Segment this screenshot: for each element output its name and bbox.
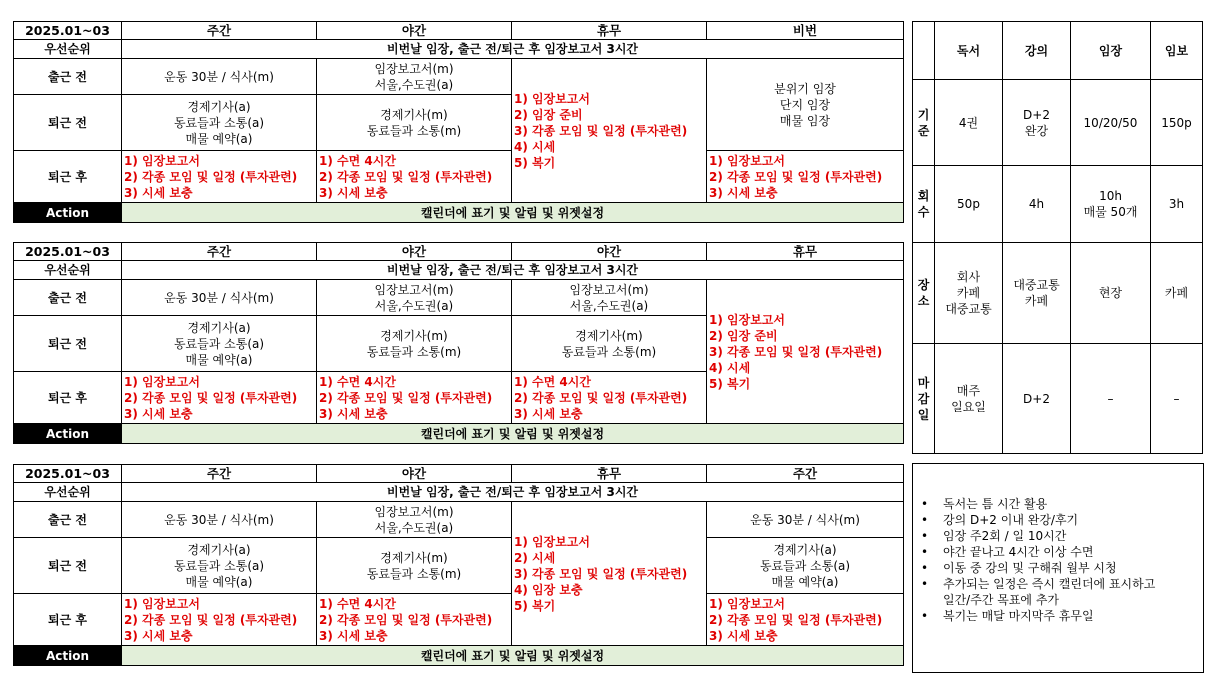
cell-line: 3) 시세 보충 — [319, 628, 388, 643]
cell-line: 3) 시세 보충 — [124, 628, 193, 643]
goals-header: 임보 — [1151, 22, 1203, 80]
cell-line: 마 — [917, 375, 930, 390]
priority-text: 비번날 임장, 출근 전/퇴근 후 임장보고서 3시간 — [122, 483, 904, 502]
cell-line: 4h — [1028, 197, 1045, 211]
cell-line: 경제기사(m) — [575, 328, 643, 343]
cell-line: 4권 — [958, 115, 979, 130]
cell-line: – — [1173, 391, 1180, 406]
cell-lines — [317, 59, 512, 95]
notes-box — [912, 463, 1204, 673]
cell-line: 3) 시세 보충 — [514, 406, 583, 421]
cell-line: 완강 — [1024, 123, 1049, 138]
cell-line: 동료들과 소통(a) — [173, 558, 265, 573]
cell-line: 동료들과 소통(m) — [561, 344, 657, 359]
note-item: • 임장 주2회 / 일 10시간 — [943, 528, 1203, 544]
goals-cell — [935, 80, 1003, 166]
cell-line: 동료들과 소통(a) — [173, 115, 265, 130]
goals-header: 독서 — [935, 22, 1003, 80]
cell-red-list — [707, 151, 904, 203]
cell-line: 매물 임장 — [779, 113, 831, 128]
action-text: 캘린더에 표기 및 알림 및 위젯설정 — [122, 203, 904, 223]
cell-line: 2) 각종 모임 및 일정 (투자관련) — [124, 169, 298, 184]
row-label-before-leave: 퇴근 전 — [14, 538, 122, 594]
cell-line: 10h — [1099, 189, 1122, 203]
cell-lines — [707, 538, 904, 594]
goals-row-label — [913, 80, 935, 166]
goals-cell — [1151, 344, 1203, 454]
goals-cell — [1071, 80, 1151, 166]
cell-line: 매물 예약(a) — [185, 352, 253, 367]
cell-lines — [317, 95, 512, 151]
goals-cell — [1071, 243, 1151, 344]
goals-corner — [913, 22, 935, 80]
cell-line: 3h — [1168, 197, 1185, 211]
cell-line: 동료들과 소통(m) — [366, 344, 462, 359]
goals-cell — [1151, 166, 1203, 243]
priority-text: 비번날 임장, 출근 전/퇴근 후 임장보고서 3시간 — [122, 261, 904, 280]
cell-line: 동료들과 소통(m) — [366, 566, 462, 581]
cell-red-list — [512, 59, 707, 203]
cell-line: 3) 각종 모임 및 일정 (투자관련) — [514, 123, 688, 138]
cell-line: 매물 예약(a) — [185, 131, 253, 146]
period-label: 2025.01~03 — [14, 243, 122, 261]
cell-line: D+2 — [1023, 391, 1050, 406]
cell-line: 대중교통 — [945, 302, 992, 316]
action-label: Action — [14, 424, 122, 444]
cell-line: 현장 — [1098, 286, 1123, 300]
cell-line: 경제기사(a) — [187, 320, 251, 335]
cell-line: 경제기사(m) — [380, 328, 448, 343]
col-header: 야간 — [512, 243, 707, 261]
cell-red-list — [707, 594, 904, 646]
cell-line: 1) 임장보고서 — [709, 312, 785, 327]
cell-line: 4) 임장 보충 — [514, 582, 583, 597]
cell-line: 1) 임장보고서 — [709, 596, 785, 611]
action-text: 캘린더에 표기 및 알림 및 위젯설정 — [122, 424, 904, 444]
cell-line: 2) 각종 모임 및 일정 (투자관련) — [319, 612, 493, 627]
goals-row-label — [913, 243, 935, 344]
cell-line: 1) 수면 4시간 — [319, 596, 396, 611]
col-header: 휴무 — [512, 22, 707, 40]
cell-line: 1) 임장보고서 — [514, 534, 590, 549]
cell-red-list — [122, 594, 317, 646]
cell-red-list — [512, 502, 707, 646]
cell-lines — [317, 280, 512, 316]
note-item: • 이동 중 강의 및 구해줘 월부 시청 — [943, 560, 1203, 576]
cell-line: 서울,수도권(a) — [569, 298, 649, 313]
cell-line: 2) 각종 모임 및 일정 (투자관련) — [124, 612, 298, 627]
cell-line: 2) 각종 모임 및 일정 (투자관련) — [709, 612, 883, 627]
cell-line: – — [1107, 391, 1114, 406]
goals-cell — [1003, 166, 1071, 243]
cell-lines — [707, 502, 904, 538]
cell-line: 카페 — [1164, 286, 1189, 300]
cell-line: 3) 시세 보충 — [124, 406, 193, 421]
cell-line: 3) 시세 보충 — [319, 185, 388, 200]
cell-line: 기 — [917, 107, 930, 122]
priority-text: 비번날 임장, 출근 전/퇴근 후 임장보고서 3시간 — [122, 40, 904, 59]
cell-line: 카페 — [956, 286, 981, 300]
cell-line: 2) 임장 준비 — [514, 107, 583, 122]
cell-lines — [122, 502, 317, 538]
cell-red-list — [122, 372, 317, 424]
goals-cell — [1151, 243, 1203, 344]
cell-lines — [317, 538, 512, 594]
cell-red-list — [122, 151, 317, 203]
goals-cell — [1071, 166, 1151, 243]
cell-line: 운동 30분 / 식사(m) — [164, 69, 274, 84]
cell-line: 3) 시세 보충 — [124, 185, 193, 200]
cell-line: 임장보고서(m) — [374, 282, 454, 297]
cell-line: 감 — [917, 391, 930, 406]
row-label-after-leave: 퇴근 후 — [14, 594, 122, 646]
goals-cell — [1151, 80, 1203, 166]
row-label-before-leave: 퇴근 전 — [14, 95, 122, 151]
goals-cell — [935, 243, 1003, 344]
cell-line: 매물 50개 — [1083, 205, 1138, 219]
priority-label: 우선순위 — [14, 483, 122, 502]
period-label: 2025.01~03 — [14, 22, 122, 40]
cell-line: 일 — [917, 407, 930, 422]
row-label-before-work: 출근 전 — [14, 502, 122, 538]
cell-line: 서울,수도권(a) — [374, 520, 454, 535]
cell-line: 카페 — [1024, 294, 1049, 308]
row-label-before-work: 출근 전 — [14, 59, 122, 95]
cell-line: 매주 — [956, 383, 981, 398]
cell-line: 수 — [917, 205, 930, 219]
cell-line: 분위기 임장 — [774, 81, 836, 96]
cell-line: 경제기사(m) — [380, 550, 448, 565]
cell-red-list — [512, 372, 707, 424]
cell-line: 운동 30분 / 식사(m) — [164, 512, 274, 527]
cell-line: 3) 각종 모임 및 일정 (투자관련) — [514, 566, 688, 581]
cell-line: 준 — [917, 123, 930, 138]
cell-line: 회사 — [956, 270, 981, 284]
cell-red-list — [317, 151, 512, 203]
col-header: 휴무 — [512, 465, 707, 483]
note-item: • 독서는 틈 시간 활용 — [943, 496, 1203, 512]
col-header: 주간 — [122, 243, 317, 261]
action-label: Action — [14, 646, 122, 666]
note-item: 일간/주간 목표에 추가 — [943, 593, 1060, 607]
cell-line: 경제기사(m) — [380, 107, 448, 122]
notes-list — [913, 496, 1203, 624]
cell-line: 서울,수도권(a) — [374, 298, 454, 313]
cell-line: 2) 각종 모임 및 일정 (투자관련) — [124, 390, 298, 405]
goals-cell — [1003, 243, 1071, 344]
action-label: Action — [14, 203, 122, 223]
note-item: • 강의 D+2 이내 완강/후기 — [943, 512, 1203, 528]
cell-line: 2) 각종 모임 및 일정 (투자관련) — [319, 390, 493, 405]
cell-lines — [317, 502, 512, 538]
cell-line: 1) 임장보고서 — [709, 153, 785, 168]
cell-line: 매물 예약(a) — [771, 574, 839, 589]
row-label-before-leave: 퇴근 전 — [14, 316, 122, 372]
goals-cell — [1003, 80, 1071, 166]
note-item: • 야간 끝나고 4시간 이상 수면 — [943, 544, 1203, 560]
cell-line: 3) 각종 모임 및 일정 (투자관련) — [709, 344, 883, 359]
cell-line: 5) 복기 — [514, 155, 556, 170]
schedule-table-3 — [13, 464, 904, 666]
cell-line: 1) 임장보고서 — [514, 91, 590, 106]
row-label-after-leave: 퇴근 후 — [14, 372, 122, 424]
period-label: 2025.01~03 — [14, 465, 122, 483]
col-header: 주간 — [122, 465, 317, 483]
cell-line: 10/20/50 — [1083, 115, 1138, 130]
cell-line: 운동 30분 / 식사(m) — [164, 290, 274, 305]
schedule-table-2 — [13, 242, 904, 444]
goals-header: 임장 — [1071, 22, 1151, 80]
cell-lines — [122, 280, 317, 316]
cell-line: 동료들과 소통(a) — [759, 558, 851, 573]
cell-line: 5) 복기 — [709, 376, 751, 391]
cell-line: 4) 시세 — [514, 139, 556, 154]
priority-label: 우선순위 — [14, 40, 122, 59]
col-header: 주간 — [122, 22, 317, 40]
cell-red-list — [707, 280, 904, 424]
cell-red-list — [317, 372, 512, 424]
cell-line: 동료들과 소통(a) — [173, 336, 265, 351]
cell-line: 2) 각종 모임 및 일정 (투자관련) — [514, 390, 688, 405]
note-item: • 복기는 매달 마지막주 휴무일 — [943, 608, 1203, 624]
cell-line: 1) 임장보고서 — [124, 374, 200, 389]
cell-lines — [122, 95, 317, 151]
cell-line: 2) 임장 준비 — [709, 328, 778, 343]
goals-cell — [935, 166, 1003, 243]
cell-line: 4) 시세 — [709, 360, 751, 375]
cell-line: 임장보고서(m) — [569, 282, 649, 297]
cell-lines — [707, 59, 904, 151]
cell-line: 1) 수면 4시간 — [319, 153, 396, 168]
goals-header: 강의 — [1003, 22, 1071, 80]
cell-line: 일요일 — [951, 399, 986, 414]
col-header: 야간 — [317, 243, 512, 261]
cell-lines — [122, 59, 317, 95]
col-header: 휴무 — [707, 243, 904, 261]
cell-line: 경제기사(a) — [187, 542, 251, 557]
row-label-after-leave: 퇴근 후 — [14, 151, 122, 203]
cell-line: 경제기사(a) — [187, 99, 251, 114]
priority-label: 우선순위 — [14, 261, 122, 280]
cell-lines — [512, 316, 707, 372]
cell-line: 2) 각종 모임 및 일정 (투자관련) — [709, 169, 883, 184]
cell-line: 5) 복기 — [514, 598, 556, 613]
cell-line: 매물 예약(a) — [185, 574, 253, 589]
goals-table — [912, 21, 1203, 454]
cell-line: 동료들과 소통(m) — [366, 123, 462, 138]
cell-line: 장 — [917, 278, 930, 292]
cell-line: 3) 시세 보충 — [319, 406, 388, 421]
cell-lines — [512, 280, 707, 316]
cell-lines — [122, 538, 317, 594]
cell-line: 회 — [917, 189, 930, 203]
goals-row-label — [913, 344, 935, 454]
cell-line: 단지 임장 — [779, 97, 831, 112]
goals-cell — [1003, 344, 1071, 454]
goals-cell — [935, 344, 1003, 454]
goals-row-label — [913, 166, 935, 243]
cell-lines — [317, 316, 512, 372]
cell-line: D+2 — [1023, 107, 1050, 122]
col-header: 비번 — [707, 22, 904, 40]
goals-cell — [1071, 344, 1151, 454]
cell-line: 운동 30분 / 식사(m) — [750, 512, 860, 527]
schedule-table-1 — [13, 21, 904, 223]
cell-line: 경제기사(a) — [773, 542, 837, 557]
cell-line: 1) 임장보고서 — [124, 596, 200, 611]
cell-line: 150p — [1161, 115, 1192, 130]
cell-line: 소 — [917, 294, 930, 308]
row-label-before-work: 출근 전 — [14, 280, 122, 316]
cell-line: 50p — [957, 197, 980, 211]
cell-line: 서울,수도권(a) — [374, 77, 454, 92]
cell-line: 3) 시세 보충 — [709, 628, 778, 643]
cell-red-list — [317, 594, 512, 646]
cell-lines — [122, 316, 317, 372]
cell-line: 1) 수면 4시간 — [514, 374, 591, 389]
cell-line: 임장보고서(m) — [374, 61, 454, 76]
cell-line: 임장보고서(m) — [374, 504, 454, 519]
cell-line: 1) 임장보고서 — [124, 153, 200, 168]
cell-line: 대중교통 — [1013, 278, 1060, 292]
col-header: 야간 — [317, 465, 512, 483]
col-header: 주간 — [707, 465, 904, 483]
col-header: 야간 — [317, 22, 512, 40]
cell-line: 2) 각종 모임 및 일정 (투자관련) — [319, 169, 493, 184]
note-item: • 추가되는 일정은 즉시 캘린더에 표시하고 — [943, 576, 1203, 592]
action-text: 캘린더에 표기 및 알림 및 위젯설정 — [122, 646, 904, 666]
cell-line: 3) 시세 보충 — [709, 185, 778, 200]
cell-line: 2) 시세 — [514, 550, 556, 565]
cell-line: 1) 수면 4시간 — [319, 374, 396, 389]
